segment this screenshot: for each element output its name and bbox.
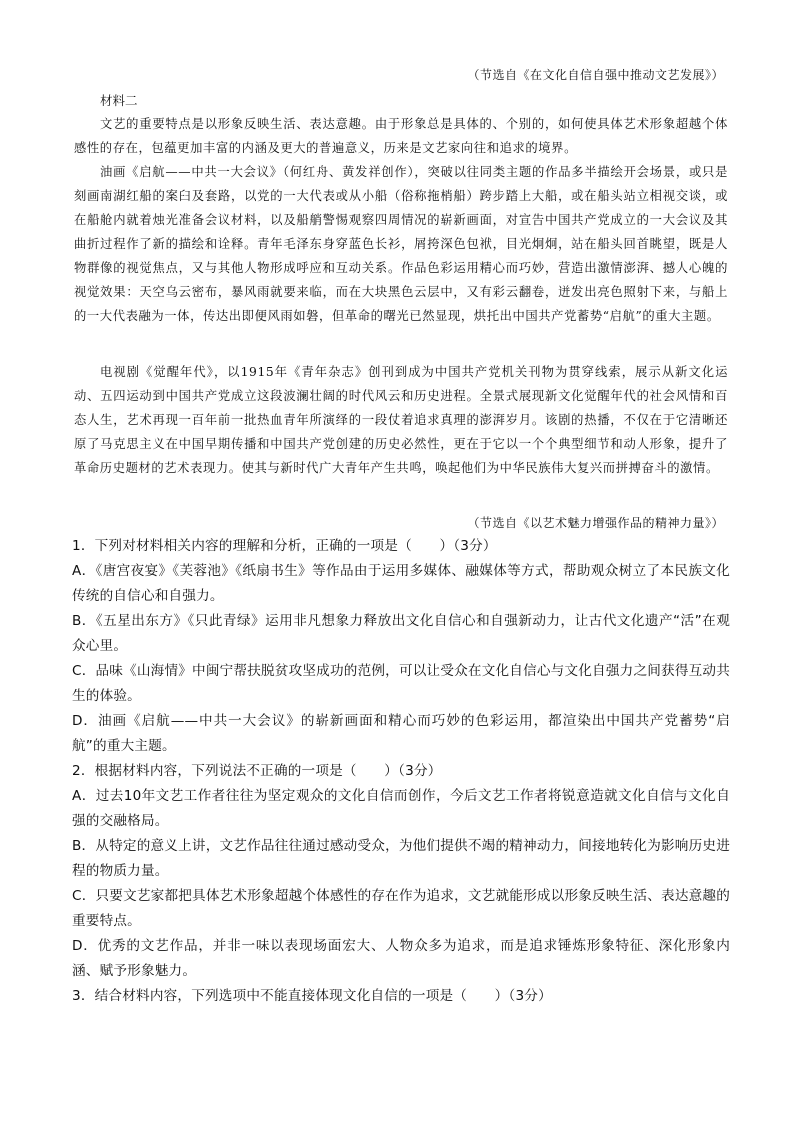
material-paragraph: 油画《启航——中共一大会议》（何红舟、黄发祥创作），突破以往同类主题的作品多半描绘开会场景，或只是刻画南湖红船的案臼及套路，以党的一大代表或从小船（俗称拖梢船）跨步踏上大船，或在船头站立相视交谈，或在船舱内就着烛光准备会议材料，以及船艄警惕观察四周情况的崭新画面，对宣告中国共产党成立的一大会议及其曲折过程作了新的描绘和诠释。青年毛泽东身穿蓝色长衫，屑挎深色包袱，目光炯炯，站在船头回首眺望，既是人物群像的视觉焦点，又与其他人物形成呼应和互动关系。作品色彩运用精心而巧妙，营造出激情澎湃、撼人心魄的视觉效果：天空乌云密布，暴风雨就要来临，而在大块黑色云层中，又有彩云翻卷，迸发出亮色照射下来，与船上的一大代表融为一体，传达出即便风雨如磐，但革命的曙光已然显现，烘托出中国共产党蓄势“启航”的重大主题。 bbox=[74, 165, 728, 323]
question-stem: 3．结合材料内容，下列选项中不能直接体现文化自信的一项是（ ）（3分） bbox=[72, 988, 552, 1004]
source-citation-top: （节选自《在文化自信自强中推动文艺发展》） bbox=[467, 68, 724, 82]
question-3 bbox=[72, 984, 730, 1009]
option-b: B．《五星出东方》《只此青绿》运用非凡想象力释放出文化自信心和自强新动力，让古代文化遗产“活”在观众心里。 bbox=[72, 613, 730, 654]
option-c: C．只要文艺家都把具体艺术形象超越个体感性的存在作为追求，文艺就能形成以形象反映生活、表达意趣的重要特点。 bbox=[72, 888, 730, 929]
material-heading: 材料二 bbox=[100, 93, 138, 108]
option-a: A．过去10年文艺工作者往往为坚定观众的文化自信而创作，今后文艺工作者将锐意造就文化自信与文化自强的交融格局。 bbox=[72, 788, 730, 829]
material-paragraph: 文艺的重要特点是以形象反映生活、表达意趣。由于形象总是具体的、个别的，如何使具体艺术形象超越个体感性的存在，包蕴更加丰富的内涵及更大的普遍意义，历来是文艺家向往和追求的境界。 bbox=[74, 117, 728, 155]
questions-section bbox=[72, 534, 730, 1009]
question-1 bbox=[72, 534, 730, 759]
option-d: D．优秀的文艺作品，并非一味以表现场面宏大、人物众多为追求，而是追求锤炼形象特征、深化形象内涵、赋予形象魅力。 bbox=[72, 938, 730, 979]
option-a: A．《唐宫夜宴》《芙蓉池》《纸扇书生》等作品由于运用多媒体、融媒体等方式，帮助观众树立了本民族文化传统的自信心和自强力。 bbox=[72, 563, 730, 604]
option-b: B．从特定的意义上讲，文艺作品往往通过感动受众，为他们提供不竭的精神动力，间接地转化为影响历史进程的物质力量。 bbox=[72, 838, 730, 879]
question-stem: 2．根据材料内容，下列说法不正确的一项是（ ）（3分） bbox=[72, 763, 442, 779]
material-paragraph: 电视剧《觉醒年代》，以1915年《青年杂志》创刊到成为中国共产党机关刊物为贯穿线索，展示从新文化运动、五四运动到中国共产党成立这段波澜壮阔的时代风云和历史进程。全景式展现新文化觉醒年代的社会风情和百态人生，艺术再现一百年前一批热血青年所演绎的一段仗着追求真理的澎湃岁月。该剧的热播，不仅在于它清晰还原了马克思主义在中国早期传播和中国共产党创建的历史必然性，更在于它以一个个典型细节和动人形象，提升了革命历史题材的艺术表现力。使其与新时代广大青年产生共鸣，唤起他们为中华民族伟大复兴而拼搏奋斗的激情。 bbox=[74, 365, 728, 475]
question-stem: 1．下列对材料相关内容的理解和分析，正确的一项是（ ）（3分） bbox=[72, 538, 497, 554]
question-2 bbox=[72, 759, 730, 984]
source-citation-material2: （节选自《以艺术魅力增强作品的精神力量》） bbox=[467, 516, 724, 530]
option-c: C．品味《山海情》中闽宁帮扶脱贫攻坚成功的范例，可以让受众在文化自信心与文化自强力之间获得互动共生的体验。 bbox=[72, 663, 730, 704]
option-d: D．油画《启航——中共一大会议》的崭新画面和精心而巧妙的色彩运用，都渲染出中国共产党蓄势“启航”的重大主题。 bbox=[72, 713, 730, 754]
